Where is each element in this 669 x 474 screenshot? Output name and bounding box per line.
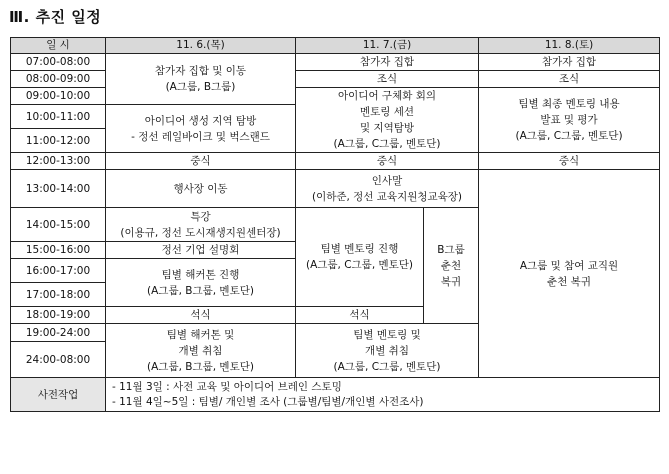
day1-night xyxy=(106,324,296,378)
header-day3: 11. 8.(토) xyxy=(479,38,660,54)
day1-site-visit xyxy=(106,105,296,153)
day2-gather: 참가자 집합 xyxy=(296,54,479,71)
day2-b-group-return xyxy=(424,208,479,324)
header-row xyxy=(11,38,660,54)
pre-work-item: - 11월 3일 : 사전 교육 및 아이디어 브레인 스토밍 xyxy=(112,380,342,393)
day2-mentoring-line: (A그룹, C그룹, 멘토단) xyxy=(305,259,414,271)
header-day2: 11. 7.(금) xyxy=(296,38,479,54)
header-time: 일 시 xyxy=(11,38,106,54)
day1-night-line: 개별 취침 xyxy=(178,344,223,357)
pre-work-item: - 11월 4일~5일 : 팀별/ 개인별 조사 (그룹별/팀별/개인별 사전조사) xyxy=(112,395,424,408)
day1-night-line: 팀별 해커톤 및 xyxy=(166,328,235,341)
schedule-table xyxy=(10,37,660,412)
day1-lecture-line: 특강 xyxy=(190,210,211,223)
day1-lecture xyxy=(106,208,296,242)
day2-greeting-line: (이하준, 정선 교육지원청교육장) xyxy=(311,190,463,203)
day2-lunch: 중식 xyxy=(296,153,479,170)
day1-hackathon xyxy=(106,259,296,307)
pre-work-row xyxy=(11,378,660,412)
day2-b-line: 복귀 xyxy=(440,275,462,288)
day3-gather: 참가자 집합 xyxy=(479,54,660,71)
time-cell: 12:00-13:00 xyxy=(11,153,106,170)
day2-mentoring-line: 팀별 멘토링 진행 xyxy=(320,243,399,255)
day1-night-line: (A그룹, B그룹, 멘토단) xyxy=(147,360,254,373)
day3-final-line: (A그룹, C그룹, 멘토단) xyxy=(515,130,623,142)
day2-b-line: B그룹 xyxy=(437,243,465,256)
day3-final-line: 발표 및 평가 xyxy=(540,114,598,126)
time-cell: 16:00-17:00 xyxy=(11,259,106,283)
day3-return-line: A그룹 및 참여 교직원 xyxy=(519,259,619,272)
table-row xyxy=(11,170,660,208)
time-cell: 10:00-11:00 xyxy=(11,105,106,129)
day2-team-mentoring xyxy=(296,208,424,307)
day1-dinner: 석식 xyxy=(106,307,296,324)
day1-gather xyxy=(106,54,296,105)
time-cell: 07:00-08:00 xyxy=(11,54,106,71)
table-row xyxy=(11,153,660,170)
page-title: Ⅲ. 추진 일정 xyxy=(9,8,102,26)
day2-idea-line: 및 지역탐방 xyxy=(359,122,415,134)
day2-greeting xyxy=(296,170,479,208)
day1-move: 행사장 이동 xyxy=(106,170,296,208)
time-cell: 17:00-18:00 xyxy=(11,283,106,307)
day1-hackathon-line: (A그룹, B그룹, 멘토단) xyxy=(147,284,254,297)
time-cell: 08:00-09:00 xyxy=(11,71,106,88)
day2-idea-session xyxy=(296,88,479,153)
day3-lunch: 중식 xyxy=(479,153,660,170)
day3-breakfast: 조식 xyxy=(479,71,660,88)
day2-night-line: 팀별 멘토링 및 xyxy=(353,328,421,341)
day3-return-line: 춘천 복귀 xyxy=(547,275,591,288)
day2-idea-line: (A그룹, C그룹, 멘토단) xyxy=(333,138,441,150)
header-day1: 11. 6.(목) xyxy=(106,38,296,54)
day2-idea-line: 멘토링 세션 xyxy=(359,106,415,118)
time-cell: 18:00-19:00 xyxy=(11,307,106,324)
day2-night-line: 개별 취침 xyxy=(365,344,409,357)
day1-gather-line: (A그룹, B그룹) xyxy=(165,81,236,93)
pre-work-items xyxy=(106,378,660,412)
day3-final-line: 팀별 최종 멘토링 내용 xyxy=(518,98,620,110)
day3-return xyxy=(479,170,660,378)
day1-briefing: 정선 기업 설명회 xyxy=(106,242,296,259)
time-cell: 19:00-24:00 xyxy=(11,324,106,342)
day1-site-line: - 정선 레일바이크 및 벅스랜드 xyxy=(131,130,270,143)
day2-night xyxy=(296,324,479,378)
day2-idea-line: 아이디어 구체화 회의 xyxy=(338,90,436,102)
time-cell: 13:00-14:00 xyxy=(11,170,106,208)
time-cell: 15:00-16:00 xyxy=(11,242,106,259)
day2-dinner: 석식 xyxy=(296,307,424,324)
day2-greeting-line: 인사말 xyxy=(371,174,403,187)
table-row xyxy=(11,54,660,71)
time-cell: 11:00-12:00 xyxy=(11,129,106,153)
day1-lecture-line: (이용규, 정선 도시재생지원센터장) xyxy=(120,226,281,239)
day2-b-line: 춘천 xyxy=(440,259,462,272)
day1-hackathon-line: 팀별 해커톤 진행 xyxy=(161,268,240,281)
day2-night-line: (A그룹, C그룹, 멘토단) xyxy=(333,360,441,373)
day1-lunch: 중식 xyxy=(106,153,296,170)
pre-work-label: 사전작업 xyxy=(11,378,106,412)
day1-gather-line: 참가자 집합 및 이동 xyxy=(154,65,247,77)
time-cell: 14:00-15:00 xyxy=(11,208,106,242)
day3-final-mentoring xyxy=(479,88,660,153)
day1-site-line: 아이디어 생성 지역 탐방 xyxy=(144,114,257,127)
time-cell: 09:00-10:00 xyxy=(11,88,106,105)
day2-breakfast: 조식 xyxy=(296,71,479,88)
time-cell: 24:00-08:00 xyxy=(11,342,106,378)
